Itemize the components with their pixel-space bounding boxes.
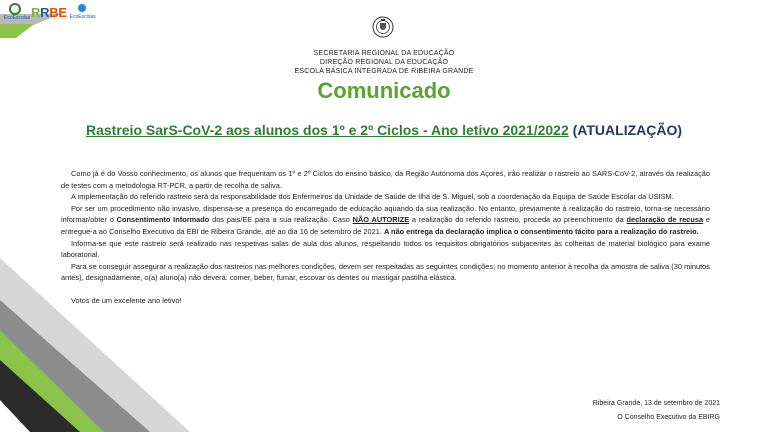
eco-school-logo: EcoEscolas <box>4 3 28 21</box>
subject-line <box>0 122 768 138</box>
communique-body <box>61 168 710 307</box>
header-line-2: DIREÇÃO REGIONAL DA EDUCAÇÃO <box>319 59 449 66</box>
subject-suffix: (ATUALIZAÇÃO) <box>568 122 683 138</box>
signature-date: Ribeira Grande, 13 de setembro de 2021 <box>592 400 720 407</box>
logo-group <box>4 2 96 22</box>
rrbe-logo: RRBE <box>31 4 67 20</box>
paragraph-closing: Votos de um excelente ano letivo! <box>71 295 182 305</box>
header-line-1: SECRETARIA REGIONAL DA EDUCAÇÃO <box>313 50 455 57</box>
paragraph-4: Informa-se que este rastreio será realizado nas respetivas salas de aula dos alunos, respeitando todos os requisitos obrigatórios subjacentes às colheitas de material biológico para exame laboratorial. <box>61 238 710 260</box>
coat-of-arms-icon <box>372 16 394 38</box>
paragraph-5: Para se conseguir assegurar a realização dos rastreios nas melhores condições, devem ser respeitadas as seguintes condições, no momento anterior à recolha da amostra de saliva (30 minutos antes), designadamente, o(a) aluno(a) não deverá: comer, beber, fumar, escovar os dentes ou mastigar pastilha elástica. <box>61 261 710 283</box>
page-title: Comunicado <box>317 78 451 103</box>
eco-school-logo-2: EcoEscolas <box>70 3 96 21</box>
subject-main: Rastreio SarS-CoV-2 aos alunos dos 1º e 2º Ciclos - Ano letivo 2021/2022 <box>85 122 569 138</box>
paragraph-3: Por ser um procedimento não invasivo, dispensa-se a presença do encarregado de educação aquando da sua realização. No entanto, previamente à realização do rastreio, torna-se necessário informar/obter o Consentimento Informado dos pais/EE para a sua realização. Caso NÃO AUTORIZE a realização do referido rastreio, proceda ao preenchimento da declaração de recusa e entregue-a ao Conselho Executivo da EBI de Ribeira Grande, até ao dia 16 de setembro de 2021. A não entrega da declaração implica o consentimento tácito para a realização do rastreio. <box>61 203 710 236</box>
top-stripe-green <box>0 24 34 38</box>
paragraph-2: A implementação do referido rastreio será da responsabilidade dos Enfermeiros da Unidade de Saúde de Ilha de S. Miguel, sob a coordenação da Equipa de Saúde Escolar da USISM. <box>71 192 674 202</box>
signature-author: O Conselho Executivo da EBIRG <box>617 414 720 421</box>
paragraph-1: Como já é do Vosso conhecimento, os alunos que frequentam os 1º e 2º Ciclos do ensino básico, da Região Autónoma dos Açores, irão realizar o rastreio ao SARS-CoV-2, através da realização de testes com a metodologia RT-PCR, a partir de recolha de saliva. <box>61 169 710 190</box>
header-line-3: ESCOLA BÁSICA INTEGRADA DE RIBEIRA GRANDE <box>294 68 474 75</box>
